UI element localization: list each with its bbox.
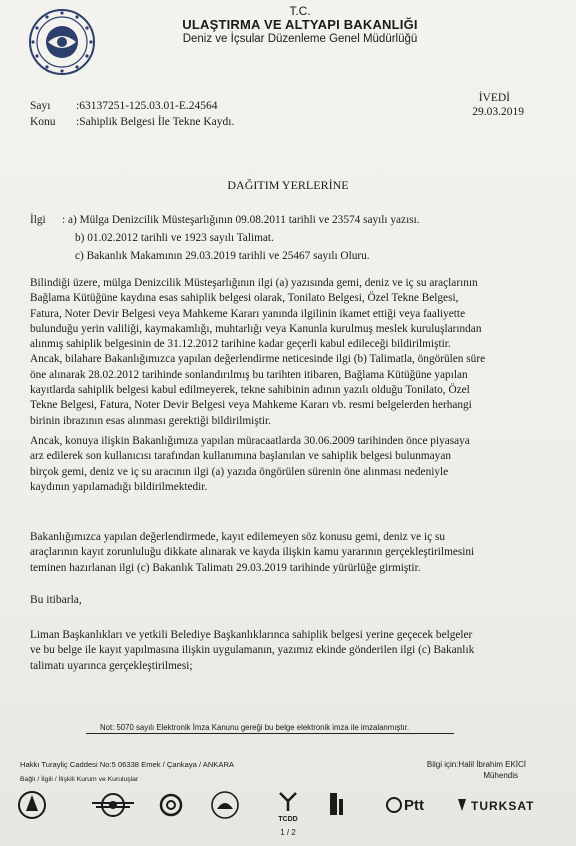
paragraph-4: Bu itibarla, — [30, 594, 82, 606]
aviation-authority-logo — [92, 794, 134, 816]
header-directorate: Deniz ve İçsular Düzenleme Genel Müdürlüğü — [182, 33, 418, 45]
document-date: 29.03.2019 — [472, 106, 524, 118]
institution-logos-row — [18, 787, 558, 823]
paragraph-line: ve bu belge ile kayıt yapılmasına ilişkin uygulamanın, yazımız ekinde gönderilen ilgi (c) Bakanlık — [30, 644, 475, 657]
paragraph-line: Ancak, bilahare Bakanlığımızca yapılan değerlendirme neticesinde ilgi (b) Talimatla, öngörülen süre — [30, 353, 486, 366]
paragraph-line: Tekne Belgesi, Fatura, Noter Devir Belgesi veya Mahkeme Kararı vb. resmi belgelerden herhangi — [30, 399, 472, 412]
page-number: 1 / 2 — [280, 828, 296, 837]
paragraph-3 — [30, 530, 550, 576]
paragraph-line: Bağlama Kütüğüne kaydına esas sahiplik belgesi olarak, Tonilato Belgesi, Özel Tekne Belgesi, — [30, 292, 459, 305]
distribution-heading: DAĞITIM YERLERİNE — [227, 178, 349, 192]
paragraph-line: Bilindiği üzere, mülga Denizcilik Müsteşarlığının ilgi (a) yazısında gemi, deniz ve iç su araçlarının — [30, 277, 478, 289]
contact-title: Mühendis — [483, 771, 518, 780]
reference-b: b) 01.02.2012 tarihli ve 1923 sayılı Talimat. — [75, 232, 274, 244]
coast-guard-logo — [19, 792, 45, 818]
paragraph-line: araçlarının kayıt zorunluluğu dikkate alınarak ve kayda ilişkin kamu yararının gerçekleştirilmesini — [30, 546, 475, 559]
ptt-logo — [387, 797, 424, 814]
paragraph-line: kayıtlarda sahiplik belgesi kabul edilmeyerek, tekne sahibinin adının yazılı olduğu Tonilato, Özel — [30, 384, 470, 397]
paragraph-line: Liman Başkanlıkları ve yetkili Belediye Başkanlıklarınca sahiplik belgesi yerine geçecek belgeler — [30, 629, 473, 641]
urgency-mark: İVEDİ — [478, 92, 510, 104]
paragraph-line: teminen hazırlanan ilgi (c) Bakanlık Talimatı 29.03.2019 tarihinde yürürlüğe girmiştir. — [30, 561, 421, 574]
references-label: İlgi — [30, 214, 46, 226]
footer-address: Hakkı Turayliç Caddesi No:5 06338 Emek / Çankaya / ANKARA — [20, 760, 234, 769]
konu-value: :Sahiplik Belgesi İle Tekne Kaydı. — [76, 116, 235, 128]
reference-c: c) Bakanlık Makamının 29.03.2019 tarihli ve 25467 sayılı Oluru. — [75, 250, 370, 262]
airports-authority-logo — [161, 795, 181, 815]
turksat-logo — [458, 799, 534, 813]
paragraph-5 — [30, 628, 550, 674]
paragraph-line: Bakanlığımızca yapılan değerlendirmede, kayıt edilemeyen söz konusu gemi, deniz ve iç su — [30, 531, 446, 543]
e-signature-note: Not: 5070 sayılı Elektronik İmza Kanunu gereği bu belge elektronik imza ile imzalanmıştır. — [100, 723, 409, 732]
sayi-label: Sayı — [30, 100, 51, 112]
paragraph-line: Fatura, Noter Devir Belgesi veya Mahkeme Kararı yanında ilgilinin ikamet ettiği veya faaliyette — [30, 307, 466, 320]
reference-a: : a) Mülga Denizcilik Müsteşarlığının 09.08.2011 tarihli ve 23574 sayılı yazısı. — [62, 214, 420, 226]
paragraph-line: bulunduğu yerin valiliği, kaymakamlığı, muhtarlığı veya Kanunla kurulmuş meslek kuruluşlarından — [30, 322, 482, 335]
paragraph-line: alınmış sahiplik belgesinin de 31.12.2012 tarihine kadar geçerli kabul edileceği bildirilmiştir. — [30, 338, 451, 351]
contact-person: Bilgi için:Halil İbrahim EKİCİ — [426, 760, 526, 769]
paragraph-line: kaydının yapılamadığı bildirilmektedir. — [30, 480, 208, 493]
bilgi-teknolojileri-logo — [330, 793, 343, 815]
tcdd-logo — [278, 793, 297, 823]
paragraph-line: arz edilerek son kullanıcısı tarafından kullanımına başlanılan ve sahiplik belgesi bulunmayan — [30, 450, 451, 463]
paragraph-line: talimatı uyarınca gerçekleştirilmesi; — [30, 659, 193, 672]
paragraph-line: öne alınarak 28.02.2012 tarihinde sonlandırılmış bu tarihten itibaren, Bağlama Kütüğüne yapılan — [30, 368, 468, 381]
institutions-label: Bağlı / İlgili / İlişkili Kurum ve Kuruluşlar — [20, 776, 139, 783]
paragraph-line: Ancak, konuya ilişkin Bakanlığımıza yapılan müracaatlarda 30.06.2009 tarihinden önce piyasaya — [30, 435, 470, 447]
paragraph-1 — [30, 276, 550, 429]
header-tc: T.C. — [289, 4, 311, 18]
konu-label: Konu — [30, 116, 56, 128]
ptt-logo-text: Ptt — [404, 797, 424, 814]
ministry-seal-logo — [28, 8, 96, 76]
tcdd-logo-text: TCDD — [278, 816, 298, 823]
turksat-logo-text: TURKSAT — [471, 799, 535, 813]
sayi-value: :63137251-125.03.01-E.24564 — [76, 100, 218, 112]
paragraph-2 — [30, 434, 550, 495]
footer-divider — [86, 733, 454, 734]
paragraph-line: birinin ibrazının esas alınması gerektiği bildirilmiştir. — [30, 414, 271, 427]
header-ministry: ULAŞTIRMA VE ALTYAPI BAKANLIĞI — [182, 17, 418, 32]
shipping-administration-logo — [212, 792, 238, 818]
paragraph-line: birçok gemi, deniz ve iç su aracının ilgi (a) yazıda öngörülen sürenin öne alınması nedeniyle — [30, 465, 449, 478]
